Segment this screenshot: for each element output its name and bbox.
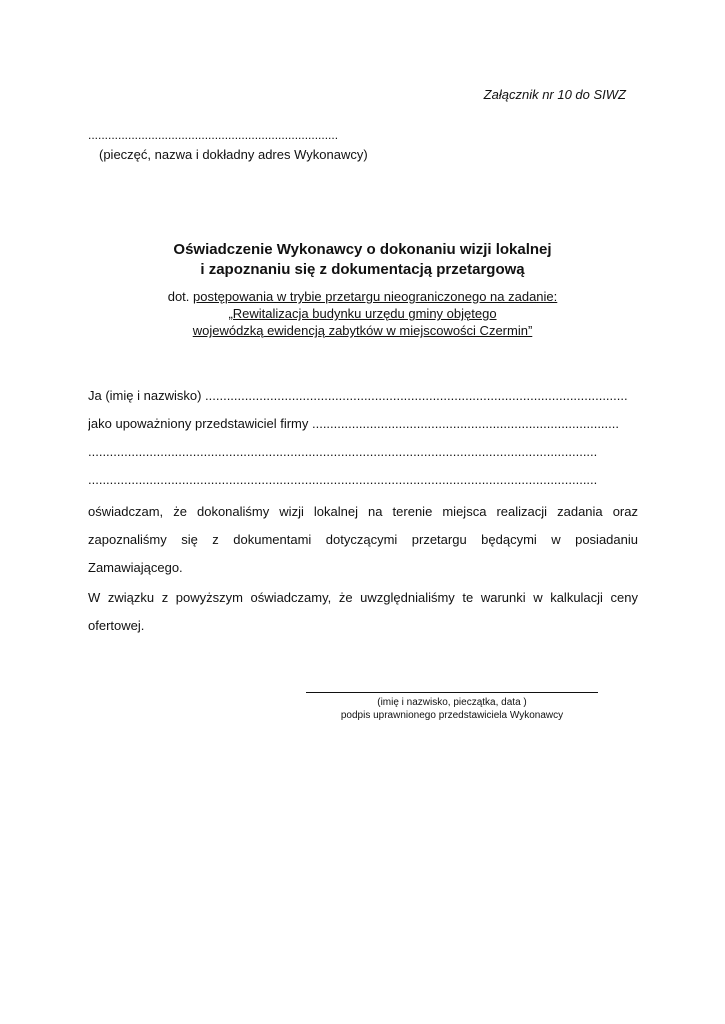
annex-label: Załącznik nr 10 do SIWZ — [483, 87, 626, 102]
signature-label-role: podpis uprawnionego przedstawiciela Wykonawcy — [340, 710, 564, 721]
document-title-line1: Oświadczenie Wykonawcy o dokonaniu wizji lokalnej — [173, 241, 552, 258]
signature-block — [306, 680, 598, 721]
subtitle-line1 — [0, 288, 725, 305]
signature-line[interactable] — [306, 692, 598, 693]
statement-paragraph-2: W związku z powyższym oświadczamy, że uwzględnialiśmy te warunki w kalkulacji ceny ofertowej. — [88, 590, 638, 633]
subtitle-prefix: dot. — [167, 289, 194, 304]
statement-paragraph-1: oświadczam, że dokonaliśmy wizji lokalnej na terenie miejsca realizacji zadania oraz zapoznaliśmy się z dokumentami dotyczącymi przetargu będącymi w posiadaniu Zamawiającego. — [88, 504, 638, 575]
subtitle — [0, 288, 725, 339]
blank-field-line-1[interactable]: ............................................................................................................................................. — [88, 444, 598, 459]
subtitle-task-line1: „Rewitalizacja budynku urzędu gminy objętego — [228, 306, 497, 321]
title-block — [0, 240, 725, 339]
form-body — [88, 386, 638, 640]
name-field-line[interactable]: Ja (imię i nazwisko) ..................................................................................................................... — [88, 388, 628, 403]
signature-label-details: (imię i nazwisko, pieczątka, data ) — [377, 697, 527, 708]
blank-field-line-2[interactable]: ............................................................................................................................................. — [88, 472, 598, 487]
subtitle-task-line2: wojewódzką ewidencją zabytków w miejscowości Czermin” — [192, 323, 533, 338]
stamp-dotted-line: ........................................................................... — [88, 128, 339, 142]
firm-field-line[interactable]: jako upoważniony przedstawiciel firmy ..................................................................................... — [88, 416, 619, 431]
document-title-line2: i zapoznaniu się z dokumentacją przetargową — [200, 261, 525, 278]
stamp-caption: (pieczęć, nazwa i dokładny adres Wykonawcy) — [99, 147, 368, 162]
subtitle-procedure: postępowania w trybie przetargu nieograniczonego na zadanie: — [193, 289, 558, 304]
